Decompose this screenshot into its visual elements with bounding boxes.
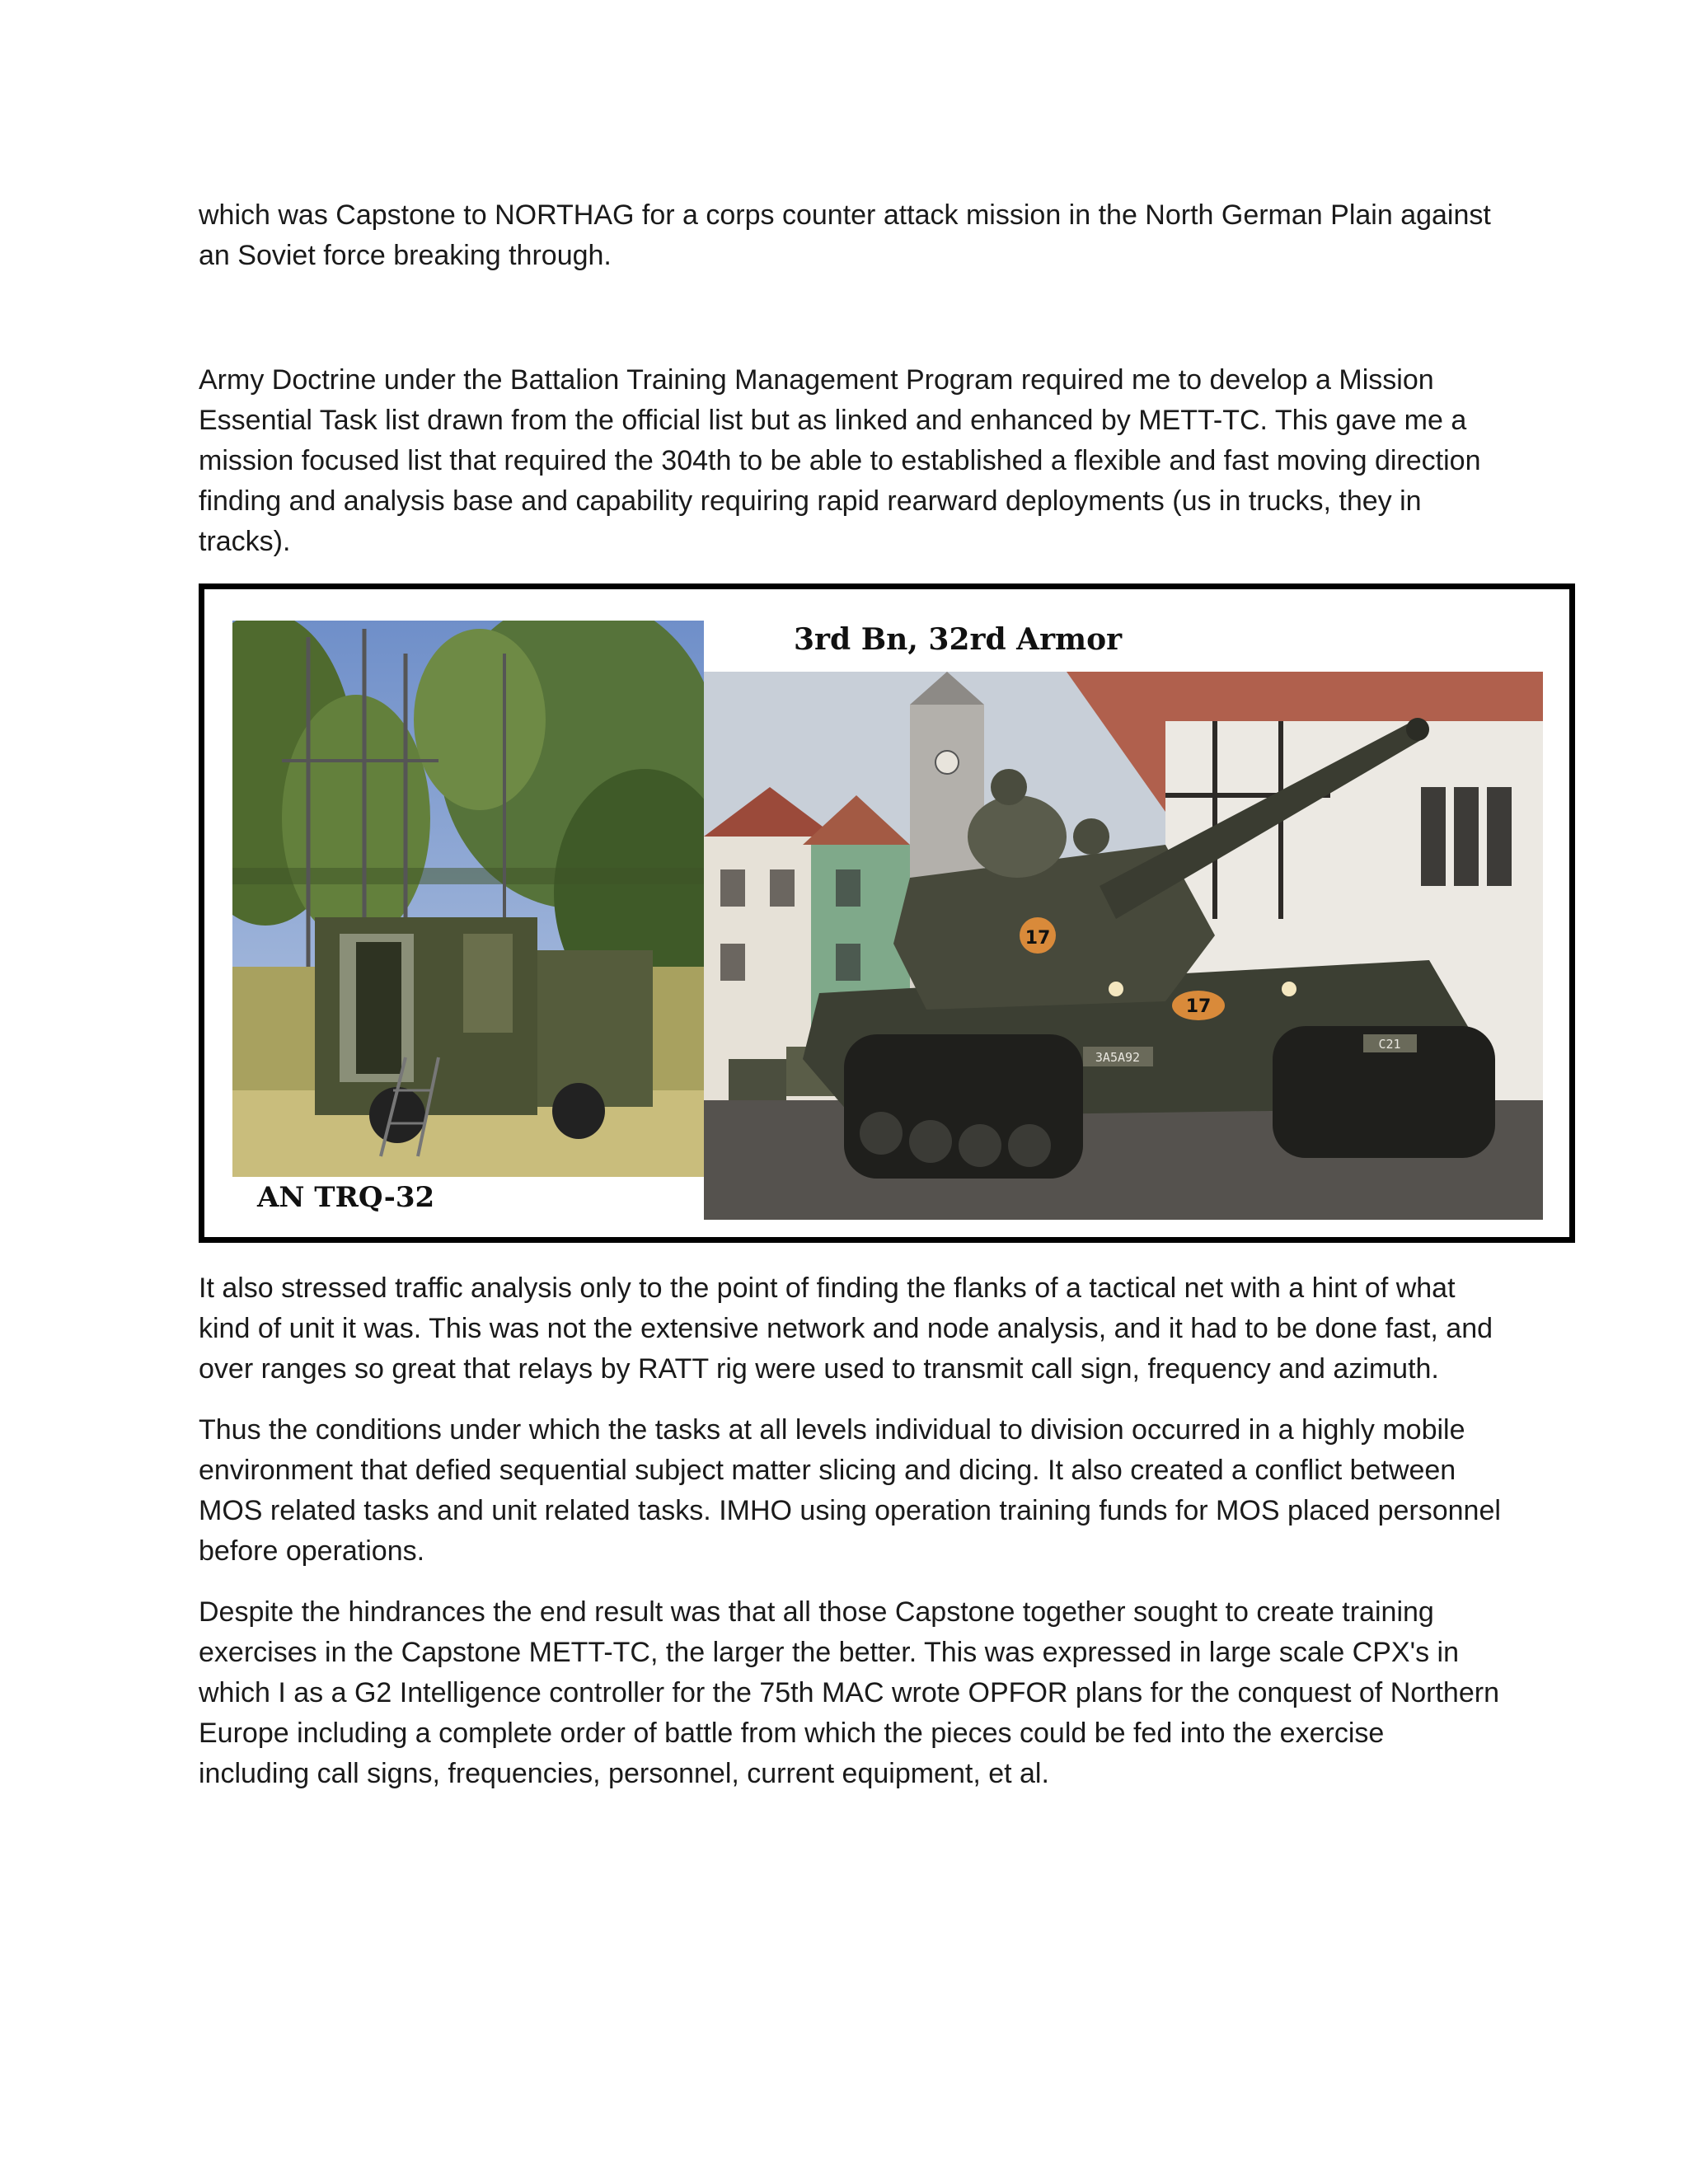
photo-figure <box>199 583 1575 1243</box>
paragraph-2: Army Doctrine under the Battalion Training Management Program required me to develop a Mission Essential Task list drawn from the official list but as linked and enhanced by METT-TC. This gave me a mission focused list that required the 304th to be able to established a flexible and fast moving direction finding and analysis base and capability requiring rapid rearward deployments (us in trucks, they in tracks). <box>199 364 1481 557</box>
paragraph-1: which was Capstone to NORTHAG for a corps counter attack mission in the North German Plain against an Soviet force breaking through. <box>199 199 1491 271</box>
figure-caption-top: 3rd Bn, 32rd Armor <box>794 622 1123 657</box>
paragraph-4: Thus the conditions under which the tasks at all levels individual to division occurred in a highly mobile environment that defied sequential subject matter slicing and dicing. It also created a conflict between MOS related tasks and unit related tasks. IMHO using operation training funds for MOS placed personnel before operations. <box>199 1414 1501 1567</box>
trq32-photo <box>232 621 704 1177</box>
figure-caption-bottom: AN TRQ-32 <box>257 1181 435 1214</box>
hull-number: 17 <box>1185 996 1212 1017</box>
paragraph-5: Despite the hindrances the end result was that all those Capstone together sought to create training exercises in the Capstone METT-TC, the larger the better. This was expressed in large scale CPX's in which I as a G2 Intelligence controller for the 75th MAC wrote OPFOR plans for the conquest of Northern Europe including a complete order of battle from which the pieces could be fed into the exercise including call signs, frequencies, personnel, current equipment, et al. <box>199 1596 1499 1789</box>
tank-marking: C21 <box>1378 1037 1401 1052</box>
tank-plate: 3A5A92 <box>1095 1050 1141 1065</box>
paragraph-3: It also stressed traffic analysis only to the point of finding the flanks of a tactical net with a hint of what kind of unit it was. This was not the extensive network and node analysis, and it had to be done fast, and over ranges so great that relays by RATT rig were used to transmit call sign, frequency and azimuth. <box>199 1272 1493 1385</box>
tank-photo <box>704 672 1543 1220</box>
turret-number: 17 <box>1025 928 1051 949</box>
